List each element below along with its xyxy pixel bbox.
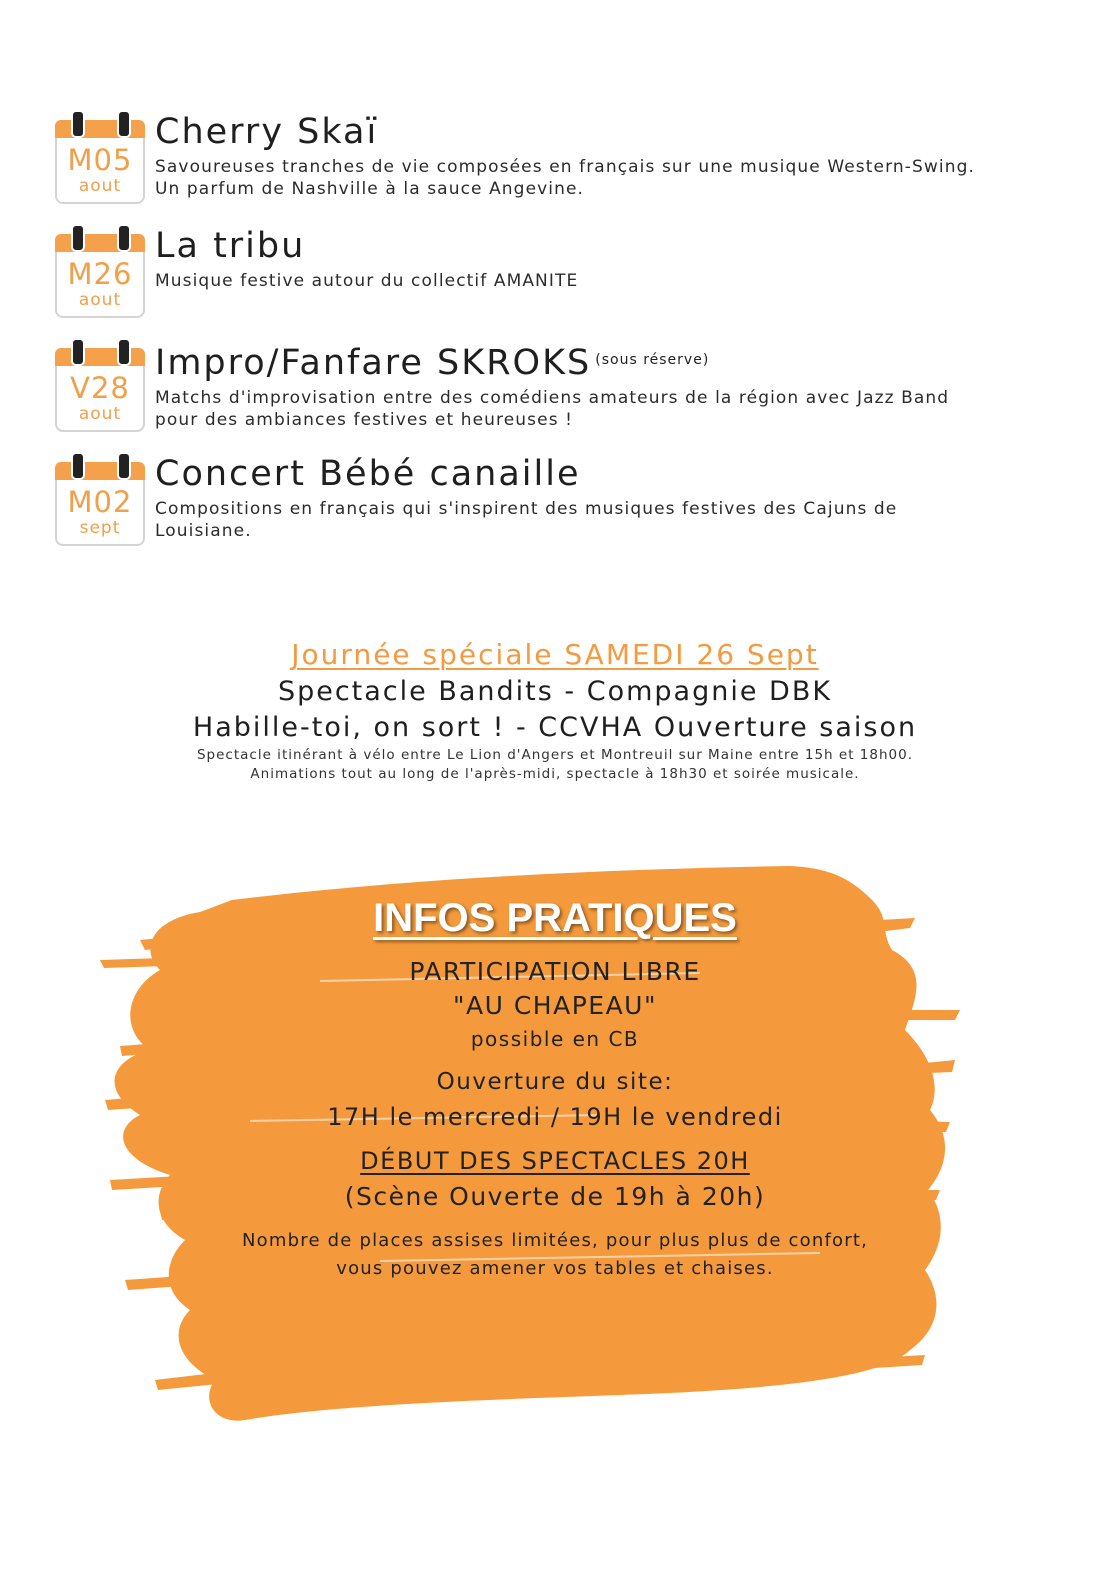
event-day: M26 <box>67 257 133 291</box>
calendar-icon <box>55 224 145 320</box>
open-stage-text: (Scène Ouverte de 19h à 20h) <box>344 1182 766 1211</box>
event-day: M05 <box>67 143 133 177</box>
event-day: M02 <box>67 485 133 519</box>
opening-hours: 17H le mercredi / 19H le vendredi <box>327 1103 783 1131</box>
event-title: Cherry Skaï <box>155 112 379 152</box>
payment-text: possible en CB <box>470 1027 640 1051</box>
chapeau-text: "AU CHAPEAU" <box>453 991 657 1020</box>
special-day-detail: Spectacle itinérant à vélo entre Le Lion d'Angers et Montreuil sur Maine entre 15h et 18h00. <box>196 747 913 763</box>
special-day-section <box>0 636 1110 784</box>
event-description: Matchs d'improvisation entre des comédiens amateurs de la région avec Jazz Band pour des ambiances festives et heureuses ! <box>155 388 950 430</box>
event-item <box>55 224 1065 338</box>
special-day-detail: Animations tout au long de l'après-midi, spectacle à 18h30 et soirée musicale. <box>250 766 860 782</box>
event-title: Concert Bébé canaille <box>155 454 581 494</box>
event-description: Compositions en français qui s'inspirent des musiques festives des Cajuns de Louisiane. <box>155 499 898 541</box>
event-note: (sous réserve) <box>595 352 710 368</box>
event-month: aout <box>78 176 122 196</box>
calendar-icon <box>55 110 145 206</box>
event-month: aout <box>78 290 122 310</box>
event-item <box>55 452 1065 566</box>
event-description: Savoureuses tranches de vie composées en français sur une musique Western-Swing. Un parfum de Nashville à la sauce Angevine. <box>155 157 975 199</box>
event-title: La tribu <box>155 226 306 266</box>
participation-text: PARTICIPATION LIBRE <box>409 957 701 986</box>
event-description: Musique festive autour du collectif AMANITE <box>155 271 579 291</box>
event-title: Impro/Fanfare SKROKS $^{(sous réserve)}$ <box>155 343 710 383</box>
event-item <box>55 110 1065 224</box>
special-day-title: Journée spéciale SAMEDI 26 Sept <box>291 638 819 671</box>
calendar-icon <box>55 338 145 434</box>
special-day-line: Spectacle Bandits - Compagnie DBK <box>277 676 833 707</box>
event-month: aout <box>78 404 122 424</box>
event-list <box>55 110 1065 566</box>
seating-note: vous pouvez amener vos tables et chaises. <box>336 1258 774 1279</box>
opening-label: Ouverture du site: <box>436 1069 674 1095</box>
event-day: V28 <box>70 371 130 405</box>
event-month: sept <box>79 518 121 538</box>
infos-pratiques-section <box>0 893 1110 1283</box>
show-start-time: DÉBUT DES SPECTACLES 20H <box>360 1147 750 1175</box>
event-item <box>55 338 1065 452</box>
seating-note: Nombre de places assises limitées, pour plus plus de confort, <box>242 1230 868 1251</box>
infos-title: INFOS PRATIQUES <box>373 896 737 940</box>
calendar-icon <box>55 452 145 548</box>
special-day-line: Habille-toi, on sort ! - CCVHA Ouverture saison <box>192 712 918 743</box>
